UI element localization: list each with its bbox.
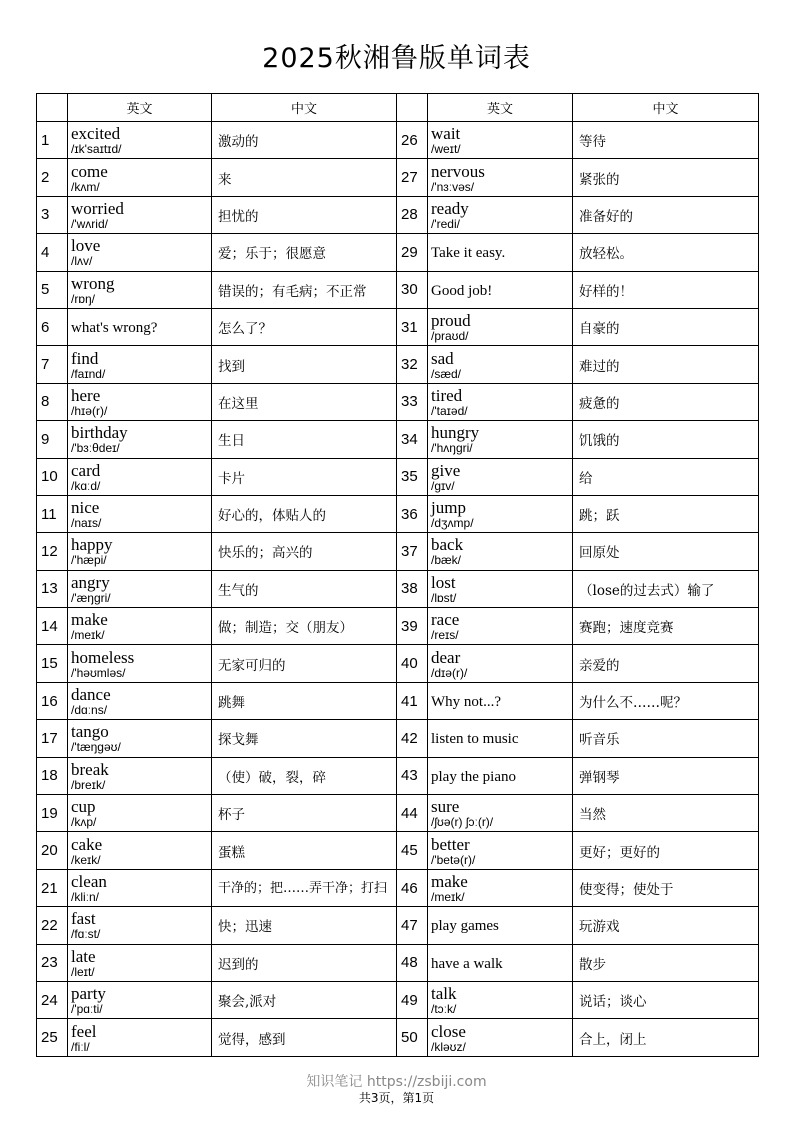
phonetic: /tɔːk/ <box>431 1002 457 1017</box>
english-cell <box>428 720 573 757</box>
english-cell <box>428 495 573 532</box>
chinese-meaning: （lose的过去式）输了 <box>573 570 759 607</box>
english-word: tired <box>431 385 463 405</box>
chinese-meaning: 散步 <box>573 944 759 981</box>
chinese-meaning: 回原处 <box>573 533 759 570</box>
chinese-meaning: 激动的 <box>212 122 397 159</box>
english-cell <box>428 122 573 159</box>
chinese-meaning: 探戈舞 <box>212 720 397 757</box>
entry-number: 33 <box>397 383 428 420</box>
english-word: wrong <box>71 273 115 293</box>
table-row <box>37 832 759 869</box>
english-cell <box>428 795 573 832</box>
english-cell <box>428 570 573 607</box>
english-word: nice <box>71 498 100 518</box>
entry-number: 20 <box>37 832 68 869</box>
chinese-meaning: 跳舞 <box>212 682 397 719</box>
entry-number: 35 <box>397 458 428 495</box>
chinese-meaning: 聚会,派对 <box>212 981 397 1018</box>
chinese-meaning: 等待 <box>573 122 759 159</box>
entry-number: 31 <box>397 308 428 345</box>
phonetic: /'hæpi/ <box>71 553 107 568</box>
chinese-meaning: 生日 <box>212 421 397 458</box>
english-word: angry <box>71 572 110 592</box>
chinese-meaning: 玩游戏 <box>573 907 759 944</box>
chinese-meaning: 为什么不……呢？ <box>573 682 759 719</box>
entry-number: 12 <box>37 533 68 570</box>
table-row <box>37 346 759 383</box>
english-word: excited <box>71 124 121 144</box>
entry-number: 4 <box>37 234 68 271</box>
english-word: homeless <box>71 647 135 667</box>
phonetic: /praʊd/ <box>431 329 469 344</box>
english-cell <box>428 757 573 794</box>
table-row <box>37 159 759 196</box>
entry-number: 45 <box>397 832 428 869</box>
english-word: find <box>71 348 99 368</box>
phonetic: /kʌm/ <box>71 179 100 194</box>
entry-number: 9 <box>37 421 68 458</box>
chinese-meaning: 弹钢琴 <box>573 757 759 794</box>
entry-number: 43 <box>397 757 428 794</box>
english-word: happy <box>71 535 113 555</box>
phonetic: /'hʌŋgri/ <box>431 441 473 456</box>
english-word: give <box>431 460 461 480</box>
table-row <box>37 196 759 233</box>
phonetic: /dɪə(r)/ <box>431 665 468 680</box>
english-cell <box>68 383 212 420</box>
entry-number: 13 <box>37 570 68 607</box>
chinese-meaning: 合上，闭上 <box>573 1019 759 1056</box>
entry-number: 42 <box>397 720 428 757</box>
table-row <box>37 421 759 458</box>
entry-number: 15 <box>37 645 68 682</box>
english-word: dear <box>431 647 461 667</box>
english-cell <box>68 645 212 682</box>
english-word: nervous <box>431 161 485 181</box>
table-row <box>37 757 759 794</box>
entry-number: 17 <box>37 720 68 757</box>
english-word: talk <box>431 984 457 1004</box>
entry-number: 7 <box>37 346 68 383</box>
header-number-left <box>37 94 68 122</box>
english-cell <box>68 682 212 719</box>
table-row <box>37 383 759 420</box>
phonetic: /'wʌrid/ <box>71 216 108 231</box>
entry-number: 48 <box>397 944 428 981</box>
english-cell <box>428 645 573 682</box>
header-english-left: 英文 <box>68 94 212 122</box>
english-cell <box>68 421 212 458</box>
entry-number: 8 <box>37 383 68 420</box>
phonetic: /'pɑːti/ <box>71 1002 103 1017</box>
english-cell <box>68 234 212 271</box>
chinese-meaning: 自豪的 <box>573 308 759 345</box>
english-cell <box>68 495 212 532</box>
english-cell <box>428 234 573 271</box>
entry-number: 2 <box>37 159 68 196</box>
english-word: close <box>431 1021 466 1041</box>
entry-number: 47 <box>397 907 428 944</box>
entry-number: 1 <box>37 122 68 159</box>
entry-number: 10 <box>37 458 68 495</box>
table-row <box>37 869 759 906</box>
entry-number: 39 <box>397 608 428 645</box>
chinese-meaning: 杯子 <box>212 795 397 832</box>
english-cell <box>428 869 573 906</box>
table-row <box>37 944 759 981</box>
phonetic: /leɪt/ <box>71 964 95 979</box>
header-number-right <box>397 94 428 122</box>
english-word: come <box>71 161 108 181</box>
english-word: worried <box>71 198 124 218</box>
english-word: cup <box>71 797 96 817</box>
english-cell <box>428 533 573 570</box>
phonetic: /faɪnd/ <box>71 366 106 381</box>
entry-number: 3 <box>37 196 68 233</box>
entry-number: 50 <box>397 1019 428 1056</box>
phonetic: /'betə(r)/ <box>431 852 476 867</box>
english-cell <box>428 346 573 383</box>
chinese-meaning: 爱；乐于；很愿意 <box>212 234 397 271</box>
chinese-meaning: 干净的；把……弄干净；打扫 <box>212 869 397 906</box>
english-cell <box>428 981 573 1018</box>
chinese-meaning: 蛋糕 <box>212 832 397 869</box>
entry-number: 36 <box>397 495 428 532</box>
table-row <box>37 645 759 682</box>
phonetic: /naɪs/ <box>71 516 102 531</box>
english-cell <box>68 907 212 944</box>
english-cell <box>428 944 573 981</box>
english-cell <box>68 795 212 832</box>
english-word: ready <box>431 198 469 218</box>
chinese-meaning: 找到 <box>212 346 397 383</box>
table-row <box>37 907 759 944</box>
entry-number: 14 <box>37 608 68 645</box>
phonetic: /bæk/ <box>431 553 462 568</box>
english-word: make <box>431 872 468 891</box>
table-row <box>37 570 759 607</box>
phonetic: /sæd/ <box>431 366 462 381</box>
phonetic: /kʌp/ <box>71 815 97 830</box>
chinese-meaning: 来 <box>212 159 397 196</box>
phonetic: /meɪk/ <box>431 890 465 904</box>
english-word: clean <box>71 872 107 891</box>
english-word: jump <box>431 498 466 518</box>
english-word: here <box>71 385 101 405</box>
english-word: back <box>431 535 464 555</box>
entry-number: 16 <box>37 682 68 719</box>
english-phrase: Why not...? <box>431 694 501 711</box>
english-cell <box>428 421 573 458</box>
phonetic: /dʒʌmp/ <box>431 516 474 531</box>
english-cell <box>428 832 573 869</box>
entry-number: 11 <box>37 495 68 532</box>
phonetic: /'taɪəd/ <box>431 403 468 418</box>
chinese-meaning: 觉得，感到 <box>212 1019 397 1056</box>
watermark-text: 知识笔记 https://zsbiji.com <box>306 1074 487 1090</box>
phonetic: /'bɜːθdeɪ/ <box>71 441 120 456</box>
english-word: proud <box>431 311 471 331</box>
chinese-meaning: 饥饿的 <box>573 421 759 458</box>
phonetic: /reɪs/ <box>431 628 459 643</box>
english-cell <box>68 1019 212 1056</box>
table-row <box>37 1019 759 1056</box>
entry-number: 32 <box>397 346 428 383</box>
english-cell <box>68 533 212 570</box>
english-word: love <box>71 236 101 256</box>
chinese-meaning: 在这里 <box>212 383 397 420</box>
entry-number: 19 <box>37 795 68 832</box>
chinese-meaning: 跳；跃 <box>573 495 759 532</box>
english-word: wait <box>431 124 461 144</box>
entry-number: 6 <box>37 308 68 345</box>
entry-number: 5 <box>37 271 68 308</box>
phonetic: /'redi/ <box>431 216 460 231</box>
phonetic: /rɒŋ/ <box>71 291 96 306</box>
header-english-right: 英文 <box>428 94 573 122</box>
header-chinese-left: 中文 <box>212 94 397 122</box>
chinese-meaning: 说话；谈心 <box>573 981 759 1018</box>
phonetic: /meɪk/ <box>71 628 105 643</box>
chinese-meaning: 亲爱的 <box>573 645 759 682</box>
entry-number: 41 <box>397 682 428 719</box>
chinese-meaning: 担忧的 <box>212 196 397 233</box>
chinese-meaning: 怎么了？ <box>212 308 397 345</box>
english-phrase: Good job! <box>431 282 493 299</box>
english-word: sad <box>431 348 454 368</box>
phonetic: /fiːl/ <box>71 1039 90 1054</box>
phonetic: /ɪk'saɪtɪd/ <box>71 142 122 157</box>
english-cell <box>68 308 212 345</box>
entry-number: 44 <box>397 795 428 832</box>
phonetic: /'æŋgri/ <box>71 590 111 605</box>
english-cell <box>68 458 212 495</box>
chinese-meaning: 准备好的 <box>573 196 759 233</box>
table-row <box>37 308 759 345</box>
entry-number: 24 <box>37 981 68 1018</box>
entry-number: 18 <box>37 757 68 794</box>
entry-number: 23 <box>37 944 68 981</box>
english-cell <box>68 757 212 794</box>
english-cell <box>68 122 212 159</box>
table-row <box>37 271 759 308</box>
chinese-meaning: 做；制造；交（朋友） <box>212 608 397 645</box>
english-cell <box>68 720 212 757</box>
english-phrase: play games <box>431 918 499 935</box>
phonetic: /gɪv/ <box>431 478 455 493</box>
entry-number: 25 <box>37 1019 68 1056</box>
table-row <box>37 458 759 495</box>
phonetic: /kliːn/ <box>71 890 100 904</box>
english-word: sure <box>431 797 460 817</box>
page-title: 2025秋湘鲁版单词表 <box>262 43 531 74</box>
english-cell <box>68 346 212 383</box>
chinese-meaning: 好样的！ <box>573 271 759 308</box>
english-word: party <box>71 984 106 1004</box>
english-cell <box>428 608 573 645</box>
english-cell <box>428 308 573 345</box>
entry-number: 34 <box>397 421 428 458</box>
english-phrase: have a walk <box>431 955 503 972</box>
phonetic: /keɪk/ <box>71 852 101 867</box>
english-cell <box>428 907 573 944</box>
english-cell <box>428 682 573 719</box>
chinese-meaning: 疲惫的 <box>573 383 759 420</box>
chinese-meaning: 难过的 <box>573 346 759 383</box>
table-row <box>37 495 759 532</box>
english-phrase: play the piano <box>431 768 516 785</box>
english-word: break <box>71 759 109 779</box>
english-phrase: Take it easy. <box>431 245 506 262</box>
chinese-meaning: 生气的 <box>212 570 397 607</box>
phonetic: /fɑːst/ <box>71 927 101 942</box>
phonetic: /dɑːns/ <box>71 703 108 718</box>
english-word: lost <box>431 572 456 592</box>
chinese-meaning: 错误的；有毛病；不正常 <box>212 271 397 308</box>
phonetic: /kɑːd/ <box>71 478 101 493</box>
chinese-meaning: 迟到的 <box>212 944 397 981</box>
table-row <box>37 981 759 1018</box>
entry-number: 38 <box>397 570 428 607</box>
english-cell <box>428 196 573 233</box>
table-row <box>37 122 759 159</box>
chinese-meaning: 给 <box>573 458 759 495</box>
english-word: dance <box>71 685 111 705</box>
english-cell <box>68 608 212 645</box>
english-word: fast <box>71 909 96 929</box>
english-word: better <box>431 834 470 854</box>
entry-number: 40 <box>397 645 428 682</box>
english-word: hungry <box>431 423 480 443</box>
table-row <box>37 795 759 832</box>
phonetic: /'həʊmləs/ <box>71 665 126 680</box>
chinese-meaning: 放轻松。 <box>573 234 759 271</box>
phonetic: /breɪk/ <box>71 777 106 792</box>
phonetic: /ʃʊə(r) ʃɔː(r)/ <box>431 815 494 830</box>
chinese-meaning: 卡片 <box>212 458 397 495</box>
english-word: tango <box>71 722 109 742</box>
phonetic: /kləʊz/ <box>431 1039 466 1054</box>
english-cell <box>428 383 573 420</box>
english-word: birthday <box>71 423 128 443</box>
chinese-meaning: 听音乐 <box>573 720 759 757</box>
phonetic: /hɪə(r)/ <box>71 403 108 418</box>
vocabulary-table <box>36 93 759 1057</box>
english-cell <box>428 1019 573 1056</box>
entry-number: 21 <box>37 869 68 906</box>
english-cell <box>428 271 573 308</box>
english-word: make <box>71 610 108 630</box>
chinese-meaning: （使）破，裂，碎 <box>212 757 397 794</box>
table-row <box>37 608 759 645</box>
english-word: card <box>71 460 101 480</box>
english-cell <box>68 944 212 981</box>
english-word: late <box>71 946 96 966</box>
chinese-meaning: 当然 <box>573 795 759 832</box>
phonetic: /lʌv/ <box>71 254 93 269</box>
english-cell <box>68 981 212 1018</box>
entry-number: 37 <box>397 533 428 570</box>
english-word: feel <box>71 1021 97 1041</box>
header-chinese-right: 中文 <box>573 94 759 122</box>
table-header-row <box>37 94 759 122</box>
english-cell <box>428 159 573 196</box>
entry-number: 28 <box>397 196 428 233</box>
entry-number: 49 <box>397 981 428 1018</box>
english-cell <box>428 458 573 495</box>
entry-number: 26 <box>397 122 428 159</box>
english-cell <box>68 832 212 869</box>
table-row <box>37 720 759 757</box>
phonetic: /'tæŋgəʊ/ <box>71 740 121 755</box>
chinese-meaning: 紧张的 <box>573 159 759 196</box>
table-row <box>37 682 759 719</box>
phonetic: /lɒst/ <box>431 590 457 605</box>
chinese-meaning: 更好；更好的 <box>573 832 759 869</box>
english-cell <box>68 196 212 233</box>
english-phrase: what's wrong? <box>71 320 158 337</box>
english-cell <box>68 869 212 906</box>
entry-number: 22 <box>37 907 68 944</box>
entry-number: 30 <box>397 271 428 308</box>
english-word: cake <box>71 834 103 854</box>
english-cell <box>68 271 212 308</box>
english-phrase: listen to music <box>431 731 519 748</box>
table-row <box>37 533 759 570</box>
chinese-meaning: 使变得；使处于 <box>573 869 759 906</box>
chinese-meaning: 快乐的；高兴的 <box>212 533 397 570</box>
page-number: 共3页，第1页 <box>358 1091 435 1105</box>
chinese-meaning: 快；迅速 <box>212 907 397 944</box>
english-word: race <box>431 610 460 630</box>
english-cell <box>68 159 212 196</box>
chinese-meaning: 好心的，体贴人的 <box>212 495 397 532</box>
entry-number: 27 <box>397 159 428 196</box>
chinese-meaning: 赛跑；速度竞赛 <box>573 608 759 645</box>
english-cell <box>68 570 212 607</box>
phonetic: /weɪt/ <box>431 142 461 157</box>
entry-number: 29 <box>397 234 428 271</box>
entry-number: 46 <box>397 869 428 906</box>
chinese-meaning: 无家可归的 <box>212 645 397 682</box>
phonetic: /'nɜːvəs/ <box>431 179 475 194</box>
table-row <box>37 234 759 271</box>
